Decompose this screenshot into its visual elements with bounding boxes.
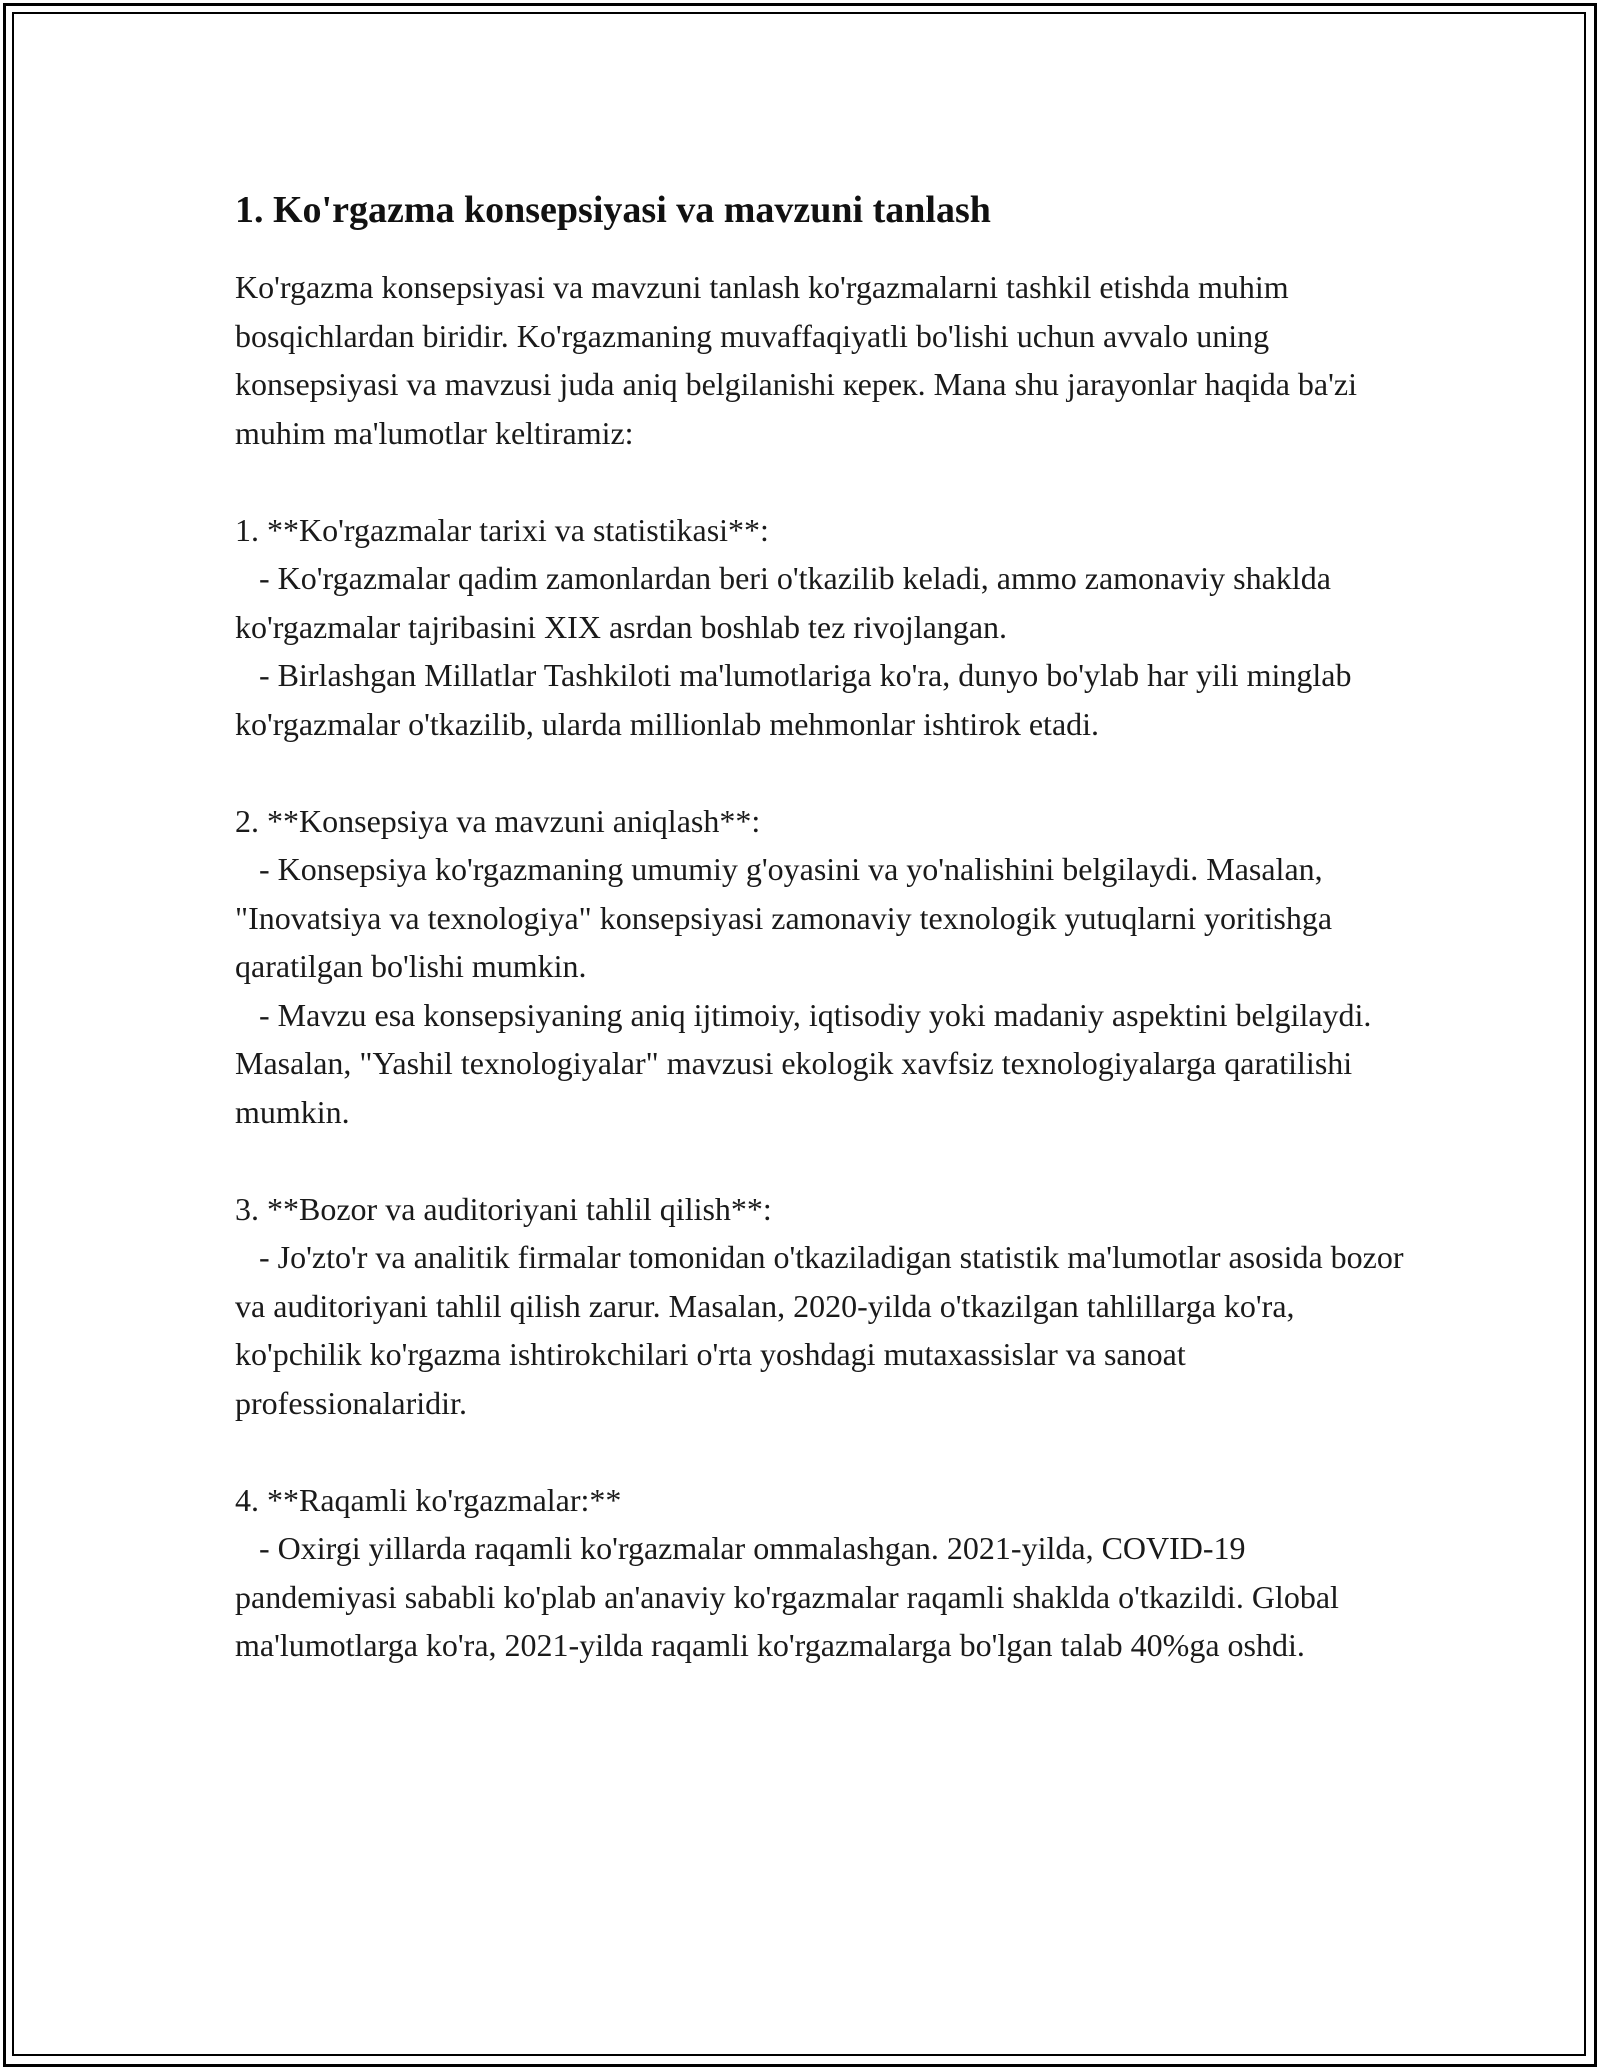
section-heading: 2. **Konsepsiya va mavzuni aniqlash**: bbox=[235, 802, 761, 839]
document-body bbox=[235, 185, 1412, 1670]
intro-paragraph: Ko'rgazma konsepsiyasi va mavzuni tanlash ko'rgazmalarni tashkil etishda muhim bosqichlardan biridir. Ko'rgazmaning muvaffaqiyatli bo'lishi uchun avvalo uning konsepsiyasi va mavzusi juda aniq belgilanishi керек. Mana shu jarayonlar haqida ba'zi muhim ma'lumotlar keltiramiz: bbox=[235, 269, 1357, 451]
list-item: - Ko'rgazmalar qadim zamonlardan beri o'tkazilib keladi, ammo zamonaviy shaklda ko'rgazmalar tajribasini XIX asrdan boshlab tez rivojlangan. bbox=[235, 560, 1339, 645]
section-heading: 1. **Ko'rgazmalar tarixi va statistikasi**: bbox=[235, 511, 769, 548]
list-item: - Birlashgan Millatlar Tashkiloti ma'lumotlariga ko'ra, dunyo bo'ylab har yili minglab ko'rgazmalar o'tkazilib, ularda millionlab mehmonlar ishtirok etadi. bbox=[235, 657, 1360, 742]
section-market bbox=[235, 1185, 1412, 1428]
list-item: - Mavzu esa konsepsiyaning aniq ijtimoiy, iqtisodiy yoki madaniy aspektini belgilaydi. Masalan, "Yashil texnologiyalar" mavzusi ekologik xavfsiz texnologiyalarga qaratilishi mumkin. bbox=[235, 996, 1380, 1130]
section-heading: 4. **Raqamli ko'rgazmalar:** bbox=[235, 1481, 622, 1518]
list-item: - Oxirgi yillarda raqamli ko'rgazmalar ommalashgan. 2021-yilda, COVID-19 pandemiyasi sababli ko'plab an'anaviy ko'rgazmalar raqamli shaklda o'tkazildi. Global ma'lumotlarga ko'ra, 2021-yilda raqamli ko'rgazmalarga bo'lgan talab 40%ga oshdi. bbox=[235, 1530, 1347, 1663]
list-item: - Konsepsiya ko'rgazmaning umumiy g'oyasini va yo'nalishini belgilaydi. Masalan, "Inovatsiya va texnologiya" konsepsiyasi zamonaviy texnologik yutuqlarni yoritishga qaratilgan bo'lishi mumkin. bbox=[235, 851, 1341, 984]
spacer bbox=[235, 1136, 1405, 1185]
list-item: - Jo'zto'r va analitik firmalar tomonidan o'tkaziladigan statistik ma'lumotlar asosida bozor va auditoriyani tahlil qilish zarur. Masalan, 2020-yilda o'tkazilgan tahlillarga ko'ra, ko'pchilik ko'rgazma ishtirokchilari o'rta yoshdagi mutaxassislar va sanoat professionalaridir. bbox=[235, 1239, 1412, 1421]
section-concept bbox=[235, 797, 1405, 1137]
spacer bbox=[235, 457, 1405, 506]
section-digital bbox=[235, 1476, 1405, 1670]
section-heading: 3. **Bozor va auditoriyani tahlil qilish**: bbox=[235, 1190, 772, 1227]
section-history bbox=[235, 506, 1405, 749]
spacer bbox=[235, 748, 1405, 797]
page-title: 1. Ko'rgazma konsepsiyasi va mavzuni tanlash bbox=[235, 189, 991, 231]
spacer bbox=[235, 1427, 1405, 1476]
